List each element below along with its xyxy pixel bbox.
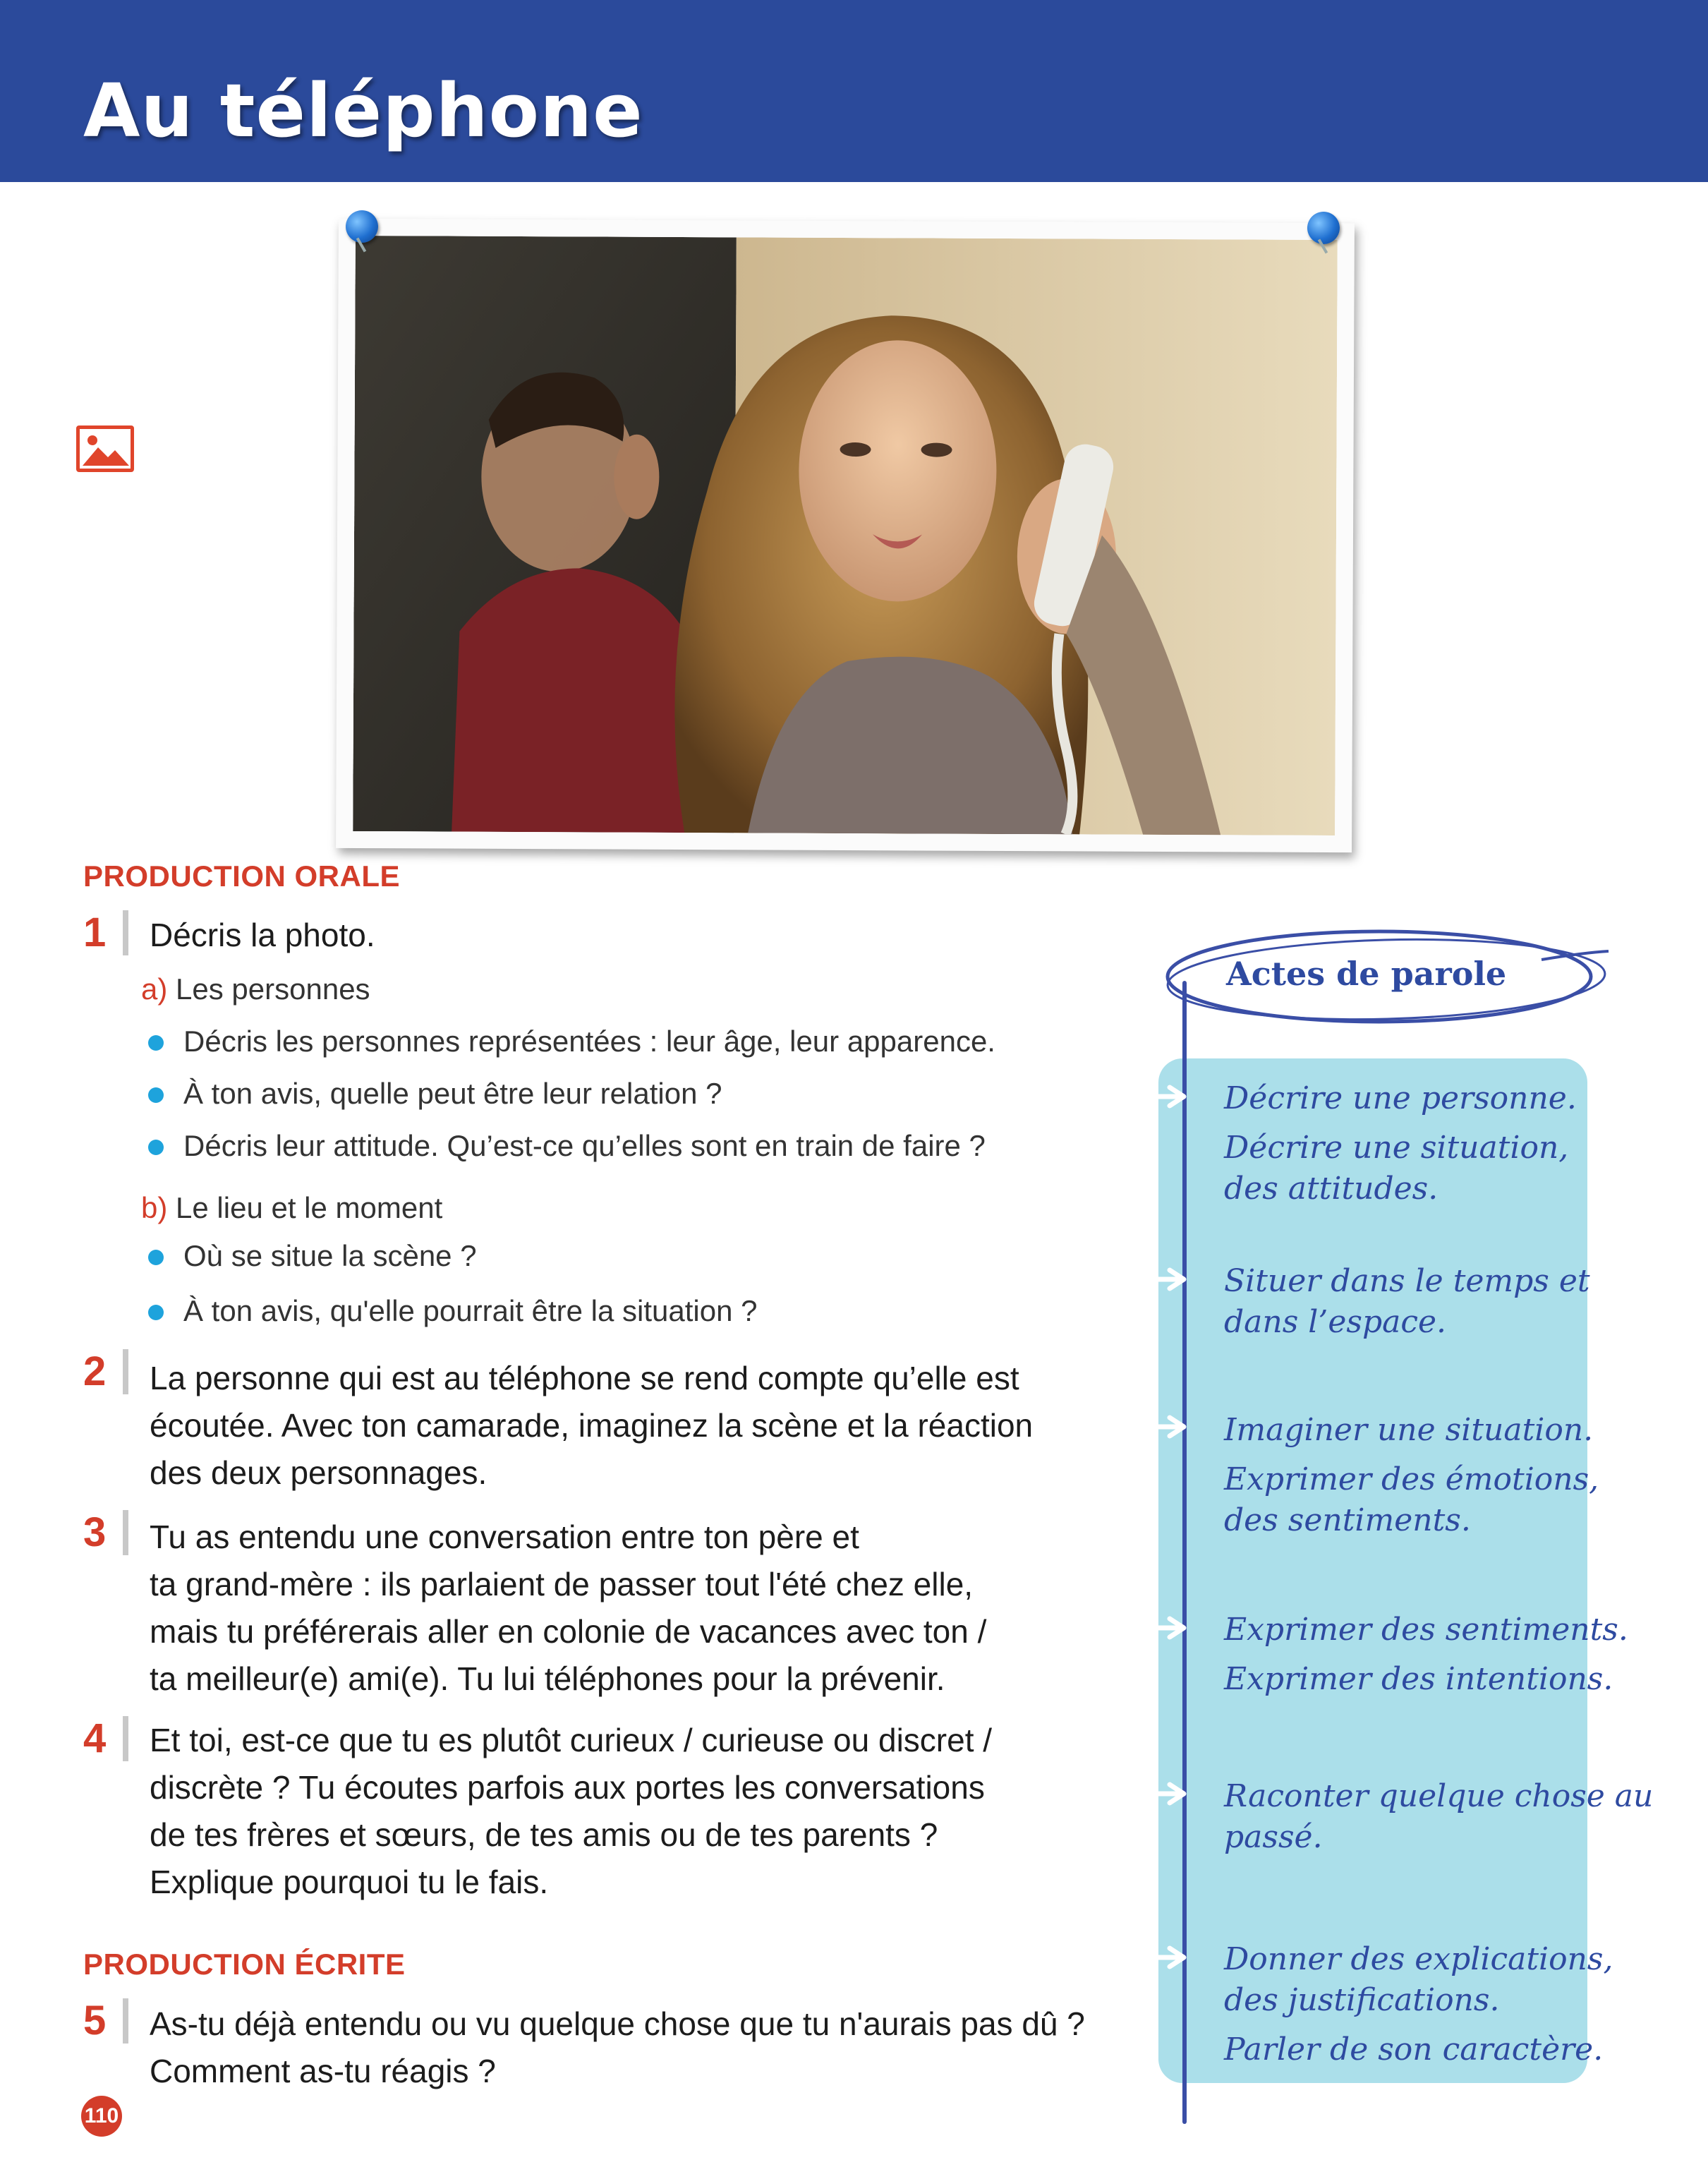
bullet-icon [148,1250,164,1265]
acte-line: Exprimer des sentiments. [1224,1612,1628,1648]
question-bar [123,1998,128,2044]
actes-panel [1158,1058,1587,2083]
photo-frame [336,219,1355,852]
question-line: La personne qui est au téléphone se rend compte qu’elle est [150,1360,1019,1396]
pushpin-icon [346,210,378,243]
question-line: Comment as-tu réagis ? [150,2053,496,2089]
question-line: discrète ? Tu écoutes parfois aux portes les conversations [150,1769,985,1806]
arrow-icon [1141,1616,1192,1640]
subheading-b [141,1191,442,1225]
question-text: Décris la photo. [150,917,375,953]
question-number: 3 [83,1509,107,1555]
arrow-icon [1141,1267,1192,1291]
question-text [150,1514,986,1703]
question-text [150,1717,992,1906]
question-line: mais tu préférerais aller en colonie de vacances avec ton / [150,1613,987,1650]
question-bar [123,910,128,955]
acte-line: des sentiments. [1224,1502,1471,1538]
acte-line: Décrire une personne. [1224,1080,1577,1116]
bullet-text: À ton avis, quelle peut être leur relation ? [183,1077,722,1110]
arrow-icon [1141,1782,1192,1806]
question-line: ta grand-mère : ils parlaient de passer tout l'été chez elle, [150,1566,974,1602]
bullet-text: À ton avis, qu'elle pourrait être la situation ? [183,1294,758,1327]
bullet-text: Décris les personnes représentées : leur âge, leur apparence. [183,1025,995,1058]
acte-line: Imaginer une situation. [1224,1412,1594,1448]
acte-line: des justifications. [1224,1982,1500,2018]
question-number: 5 [83,1998,107,2044]
image-icon[interactable] [76,425,134,472]
bullet-icon [148,1035,164,1051]
section-title-production-ecrite: PRODUCTION ÉCRITE [83,1948,406,1981]
subheading-letter: a) [141,972,168,1006]
acte-line: Exprimer des intentions. [1224,1661,1613,1697]
question-line: ta meilleur(e) ami(e). Tu lui téléphones pour la prévenir. [150,1660,945,1697]
acte-line: des attitudes. [1224,1171,1439,1207]
acte-group [1224,1939,1613,2070]
question-line: de tes frères et sœurs, de tes amis ou de tes parents ? [150,1816,938,1853]
question-line: As-tu déjà entendu ou vu quelque chose que tu n'aurais pas dû ? [150,2005,1085,2042]
bullet-icon [148,1140,164,1155]
actes-title: Actes de parole [1226,955,1507,993]
acte-group [1224,1078,1577,1209]
page-header [0,0,1708,182]
subheading-text: Le lieu et le moment [176,1191,443,1224]
acte-line: Situer dans le temps et [1224,1263,1590,1299]
acte-group [1224,1610,1628,1700]
acte-line: passé. [1224,1819,1323,1855]
page-title: Au téléphone [83,68,643,154]
question-line: Et toi, est-ce que tu es plutôt curieux / curieuse ou discret / [150,1722,993,1758]
subheading-text: Les personnes [176,972,370,1006]
bullet-text: Décris leur attitude. Qu’est-ce qu’elles sont en train de faire ? [183,1129,986,1162]
acte-group [1224,1410,1599,1541]
acte-group [1224,1261,1590,1343]
question-number: 2 [83,1348,107,1394]
subheading-letter: b) [141,1191,168,1224]
image-icon-glyph [80,429,131,469]
question-text [150,2000,1085,2095]
pushpin-icon [1307,212,1340,244]
question-bar [123,1716,128,1761]
question-number: 1 [83,910,107,955]
question-text [150,1355,1033,1497]
acte-line: Parler de son caractère. [1224,2032,1604,2068]
question-line: écoutée. Avec ton camarade, imaginez la scène et la réaction [150,1407,1034,1444]
question-line: Explique pourquoi tu le fais. [150,1864,549,1900]
bullet-icon [148,1087,164,1103]
acte-line: Raconter quelque chose au [1224,1778,1654,1814]
photo-illustration [353,236,1338,835]
acte-line: Décrire une situation, [1224,1130,1569,1166]
acte-line: Donner des explications, [1224,1941,1613,1977]
page-number: 110 [81,2096,122,2137]
arrow-icon [1141,1945,1192,1969]
subheading-a [141,972,370,1006]
question-line: des deux personnages. [150,1454,487,1491]
bullet-icon [148,1305,164,1320]
section-title-production-orale: PRODUCTION ORALE [83,859,400,893]
question-bar [123,1510,128,1555]
question-number: 4 [83,1715,107,1761]
acte-line: dans l’espace. [1224,1304,1447,1340]
arrow-icon [1141,1415,1192,1439]
acte-line: Exprimer des émotions, [1224,1461,1599,1497]
question-bar [123,1349,128,1394]
acte-group [1224,1776,1653,1858]
question-line: Tu as entendu une conversation entre ton père et [150,1519,859,1555]
photo [353,236,1338,835]
bullet-text: Où se situe la scène ? [183,1239,477,1272]
arrow-icon [1141,1085,1192,1109]
